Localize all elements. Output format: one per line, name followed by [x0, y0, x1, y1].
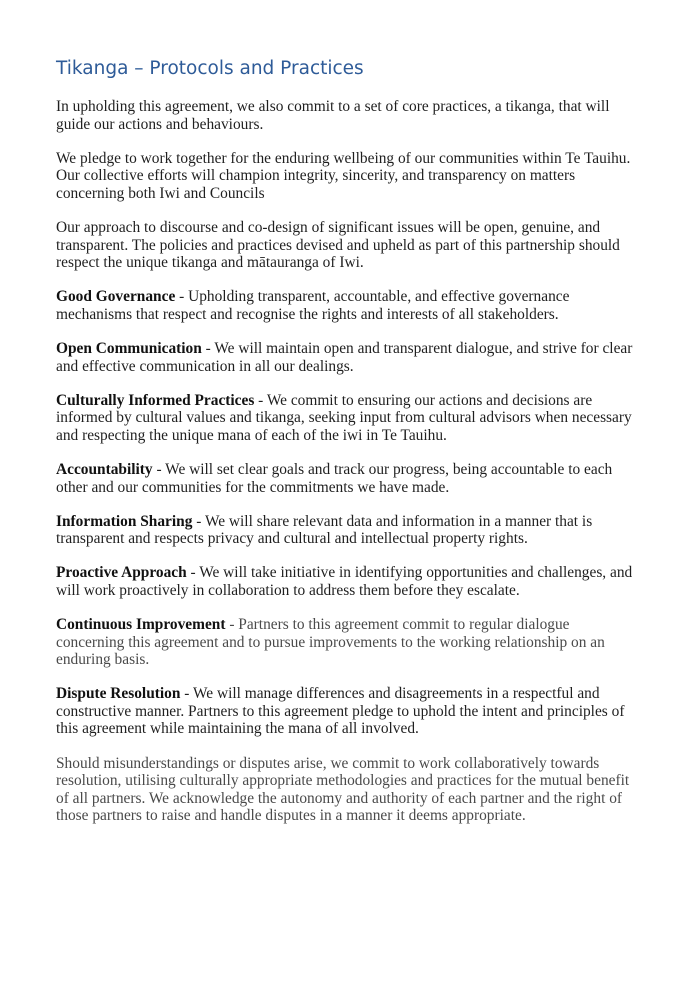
practice-description: - We will manage differences and disagreements in a respectful and constructive manner. Partners to this agreement pledge to uphold the intent and principles of this agreement while maintaining the mana of all involved.	[56, 685, 625, 738]
practice-term: Accountability	[56, 460, 153, 478]
practice-proactive-approach	[56, 564, 634, 599]
practice-culturally-informed-practices	[56, 392, 634, 445]
practice-description: - We will set clear goals and track our progress, being accountable to each other and our communities for the commitments we have made.	[56, 460, 613, 496]
practice-term: Information Sharing	[56, 512, 193, 530]
document-body	[56, 98, 634, 841]
closing-paragraph: Should misunderstandings or disputes arise, we commit to work collaboratively towards resolution, utilising culturally appropriate methodologies and practices for the mutual benefit of all partners. We acknowledge the autonomy and authority of each partner and the right of those partners to raise and handle disputes in a manner it deems appropriate.	[56, 754, 630, 825]
intro-paragraph: We pledge to work together for the enduring wellbeing of our communities within Te Tauihu. Our collective efforts will champion integrity, sincerity, and transparency on matters concerning both Iwi and Councils	[56, 149, 631, 202]
practice-good-governance	[56, 288, 634, 323]
practice-term: Continuous Improvement	[56, 615, 226, 633]
practice-term: Dispute Resolution	[56, 685, 181, 703]
intro-paragraph: Our approach to discourse and co-design of significant issues will be open, genuine, and transparent. The policies and practices devised and upheld as part of this partnership should respect the unique tikanga and mātauranga of Iwi.	[56, 218, 620, 272]
practice-description: - We will share relevant data and information in a manner that is transparent and respects privacy and cultural and intellectual property rights.	[56, 512, 593, 548]
practice-description: - Upholding transparent, accountable, and effective governance mechanisms that respect and recognise the rights and interests of all stakeholders.	[56, 288, 570, 323]
practice-description: - Partners to this agreement commit to regular dialogue concerning this agreement and to pursue improvements to the working relationship on an enduring basis.	[56, 615, 605, 669]
practice-description: - We will maintain open and transparent dialogue, and strive for clear and effective communication in all our dealings.	[56, 339, 633, 375]
practice-term: Open Communication	[56, 339, 202, 357]
practice-term: Good Governance	[56, 288, 176, 306]
practice-information-sharing	[56, 513, 634, 548]
practice-description: - We will take initiative in identifying opportunities and challenges, and will work proactively in collaboration to address them before they escalate.	[56, 564, 633, 599]
practice-description: - We commit to ensuring our actions and decisions are informed by cultural values and tikanga, seeking input from cultural advisors when necessary and respecting the unique mana of each of the iwi in Te Tauihu.	[56, 391, 632, 444]
practice-term: Proactive Approach	[56, 564, 187, 582]
intro-paragraph: In upholding this agreement, we also commit to a set of core practices, a tikanga, that will guide our actions and behaviours.	[56, 98, 610, 133]
practice-open-communication	[56, 340, 634, 375]
practice-continuous-improvement	[56, 616, 634, 669]
practice-accountability	[56, 461, 634, 496]
practice-dispute-resolution	[56, 685, 634, 738]
section-heading: Tikanga – Protocols and Practices	[56, 58, 364, 79]
practice-term: Culturally Informed Practices	[56, 391, 255, 409]
